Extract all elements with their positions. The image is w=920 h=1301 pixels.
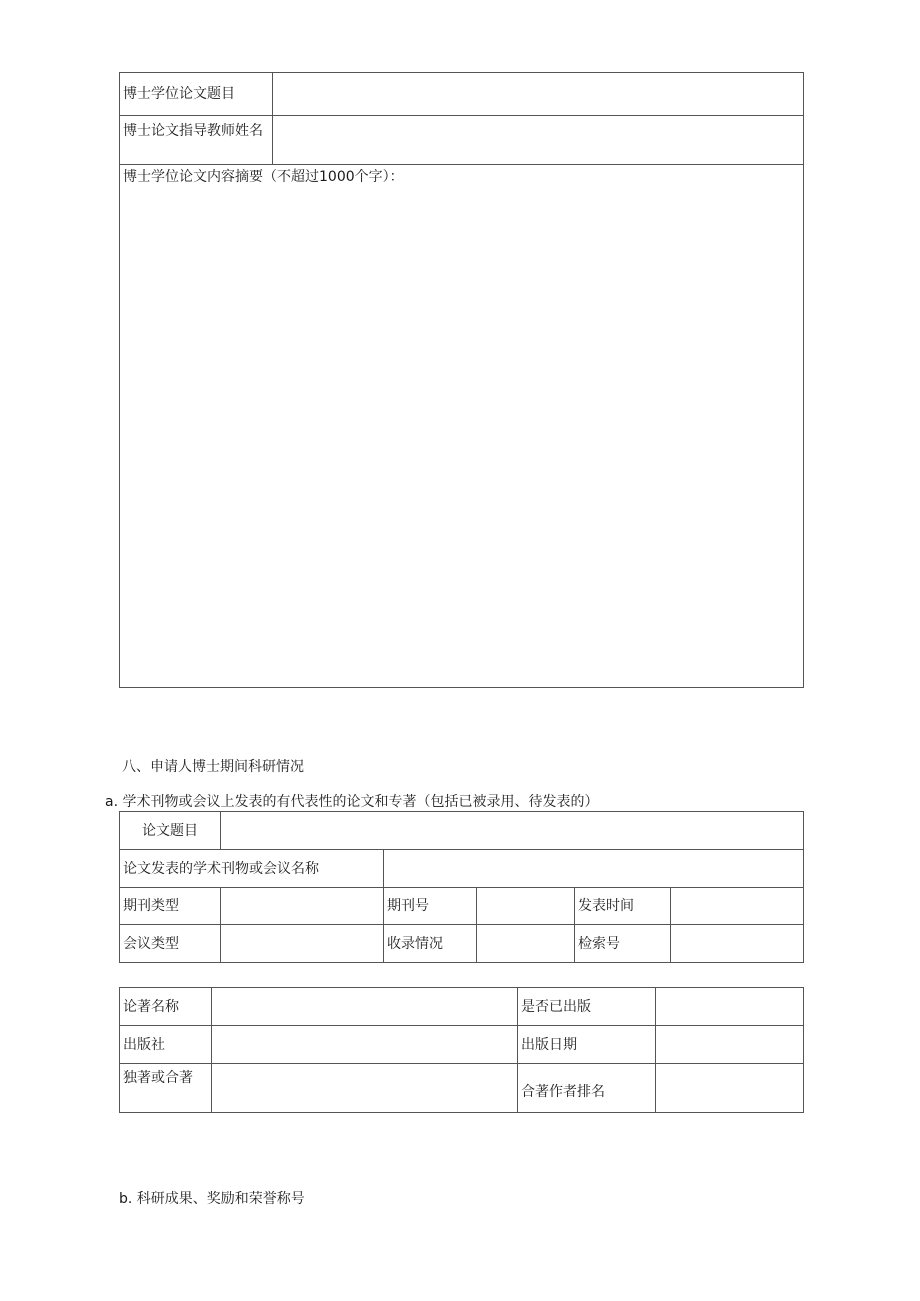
- issue-number-label: 期刊号: [384, 888, 477, 925]
- coauthor-rank-field[interactable]: [656, 1064, 804, 1113]
- journal-type-field[interactable]: [221, 888, 384, 925]
- index-number-label: 检索号: [575, 925, 671, 963]
- publish-date-label: 出版日期: [518, 1026, 656, 1064]
- authorship-label: 独著或合著: [120, 1064, 212, 1113]
- papers-table: [119, 811, 804, 963]
- books-table: [119, 987, 804, 1113]
- thesis-title-field[interactable]: [273, 73, 804, 116]
- advisor-name-label: 博士论文指导教师姓名: [120, 116, 273, 165]
- journal-type-label: 期刊类型: [120, 888, 221, 925]
- section-8b-heading: b. 科研成果、奖励和荣誉称号: [119, 1191, 305, 1207]
- index-number-field[interactable]: [671, 925, 804, 963]
- coauthor-rank-label: 合著作者排名: [518, 1064, 656, 1113]
- venue-name-field[interactable]: [384, 850, 804, 888]
- thesis-abstract-field[interactable]: [120, 165, 804, 688]
- conference-type-label: 会议类型: [120, 925, 221, 963]
- publisher-field[interactable]: [212, 1026, 518, 1064]
- published-status-label: 是否已出版: [518, 988, 656, 1026]
- book-name-label: 论著名称: [120, 988, 212, 1026]
- section-8-heading: 八、申请人博士期间科研情况: [122, 759, 304, 775]
- indexing-status-label: 收录情况: [384, 925, 477, 963]
- indexing-status-field[interactable]: [477, 925, 575, 963]
- authorship-field[interactable]: [212, 1064, 518, 1113]
- advisor-name-field[interactable]: [273, 116, 804, 165]
- book-name-field[interactable]: [212, 988, 518, 1026]
- publish-date-field[interactable]: [656, 1026, 804, 1064]
- conference-type-field[interactable]: [221, 925, 384, 963]
- publish-time-field[interactable]: [671, 888, 804, 925]
- publish-time-label: 发表时间: [575, 888, 671, 925]
- thesis-abstract-label: 博士学位论文内容摘要（不超过1000个字）：: [123, 169, 404, 185]
- thesis-title-label: 博士学位论文题目: [120, 73, 273, 116]
- paper-title-label: 论文题目: [120, 812, 221, 850]
- venue-name-label: 论文发表的学术刊物或会议名称: [120, 850, 384, 888]
- paper-title-field[interactable]: [221, 812, 804, 850]
- published-status-field[interactable]: [656, 988, 804, 1026]
- thesis-info-table: [119, 72, 804, 688]
- issue-number-field[interactable]: [477, 888, 575, 925]
- publisher-label: 出版社: [120, 1026, 212, 1064]
- section-8a-heading: a. 学术刊物或会议上发表的有代表性的论文和专著（包括已被录用、待发表的）: [105, 794, 599, 810]
